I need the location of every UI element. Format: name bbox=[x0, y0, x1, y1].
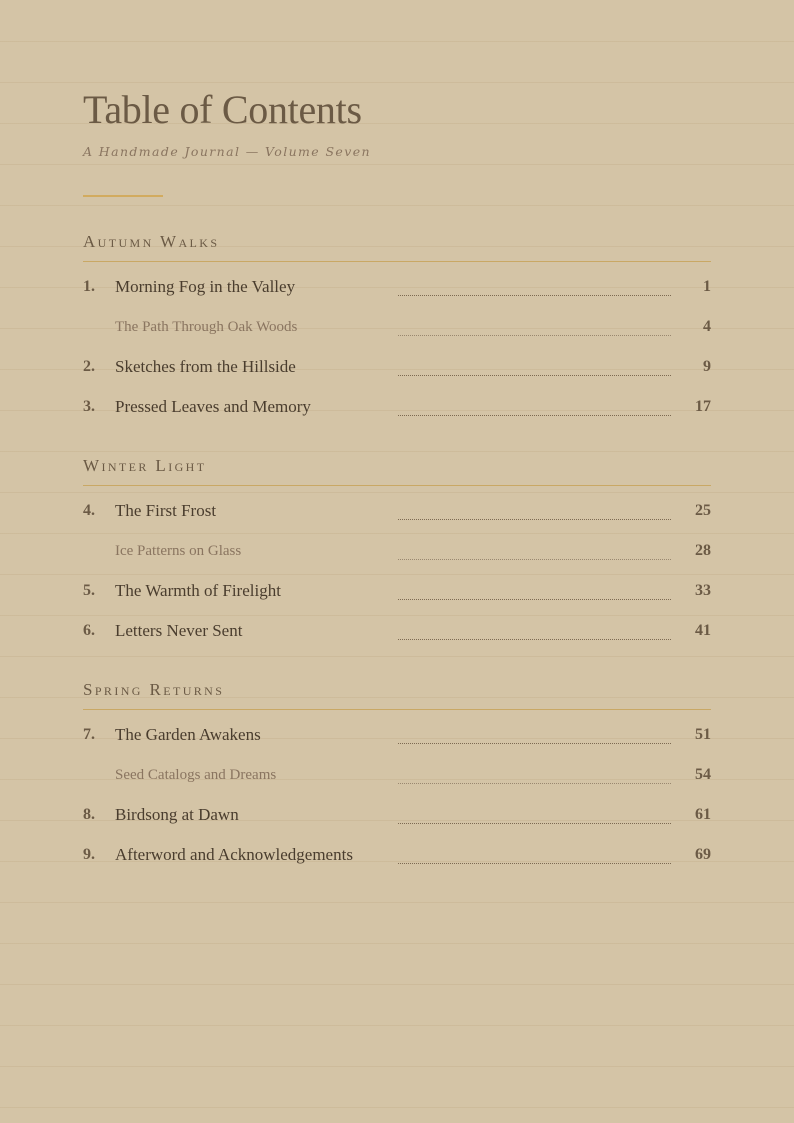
dot-leader bbox=[398, 743, 671, 744]
entry-page-number: 61 bbox=[695, 806, 711, 823]
entry-title[interactable]: Birdsong at Dawn bbox=[115, 805, 239, 824]
accent-divider bbox=[83, 195, 163, 197]
page-title: Table of Contents bbox=[83, 87, 362, 132]
section-heading: Spring Returns bbox=[83, 677, 711, 710]
entry-title[interactable]: The First Frost bbox=[115, 501, 217, 520]
entry-page-number: 51 bbox=[695, 726, 711, 743]
entry-number: 2. bbox=[83, 358, 95, 375]
entry-number: 5. bbox=[83, 582, 95, 599]
subentry-title[interactable]: The Path Through Oak Woods bbox=[115, 319, 298, 335]
subentry-title[interactable]: Seed Catalogs and Dreams bbox=[115, 767, 277, 783]
entry-title[interactable]: The Warmth of Firelight bbox=[115, 581, 281, 600]
entry-page-number: 17 bbox=[695, 398, 711, 415]
entry-number: 3. bbox=[83, 398, 95, 415]
toc-entry[interactable] bbox=[83, 578, 711, 618]
toc-entry[interactable] bbox=[83, 354, 711, 394]
toc-entry[interactable] bbox=[83, 842, 711, 882]
dot-leader bbox=[398, 863, 671, 864]
entry-page-number: 9 bbox=[703, 358, 711, 375]
page-subtitle: A Handmade Journal — Volume Seven bbox=[83, 144, 371, 159]
entry-title[interactable]: Letters Never Sent bbox=[115, 621, 243, 640]
entry-page-number: 28 bbox=[695, 542, 711, 559]
toc-subentry[interactable] bbox=[83, 314, 711, 354]
dot-leader bbox=[398, 415, 671, 416]
toc-entry[interactable] bbox=[83, 274, 711, 314]
toc-subentry[interactable] bbox=[83, 762, 711, 802]
section-spring-returns bbox=[83, 677, 711, 882]
toc-subentry[interactable] bbox=[83, 538, 711, 578]
section-autumn-walks bbox=[83, 229, 711, 434]
section-winter-light bbox=[83, 453, 711, 658]
toc-entry[interactable] bbox=[83, 618, 711, 658]
dot-leader bbox=[398, 375, 671, 376]
toc-entry[interactable] bbox=[83, 498, 711, 538]
toc-entry[interactable] bbox=[83, 394, 711, 434]
toc-entry[interactable] bbox=[83, 722, 711, 762]
entry-page-number: 25 bbox=[695, 502, 711, 519]
entry-page-number: 33 bbox=[695, 582, 711, 599]
section-heading: Winter Light bbox=[83, 453, 711, 486]
dot-leader bbox=[398, 783, 671, 784]
entry-title[interactable]: Sketches from the Hillside bbox=[115, 357, 296, 376]
dot-leader bbox=[398, 295, 671, 296]
dot-leader bbox=[398, 519, 671, 520]
entry-title[interactable]: Afterword and Acknowledgements bbox=[115, 845, 353, 864]
entry-number: 6. bbox=[83, 622, 95, 639]
entry-page-number: 4 bbox=[703, 318, 711, 335]
dot-leader bbox=[398, 639, 671, 640]
entry-number: 7. bbox=[83, 726, 95, 743]
entry-title[interactable]: Morning Fog in the Valley bbox=[115, 277, 296, 296]
entry-number: 4. bbox=[83, 502, 95, 519]
entry-number: 8. bbox=[83, 806, 95, 823]
entry-title[interactable]: The Garden Awakens bbox=[115, 725, 261, 744]
entry-page-number: 1 bbox=[703, 278, 711, 295]
entry-number: 9. bbox=[83, 846, 95, 863]
entry-title[interactable]: Pressed Leaves and Memory bbox=[115, 397, 311, 416]
dot-leader bbox=[398, 599, 671, 600]
entry-page-number: 41 bbox=[695, 622, 711, 639]
entry-number: 1. bbox=[83, 278, 95, 295]
subentry-title[interactable]: Ice Patterns on Glass bbox=[115, 543, 242, 559]
entry-page-number: 69 bbox=[695, 846, 711, 863]
dot-leader bbox=[398, 335, 671, 336]
dot-leader bbox=[398, 559, 671, 560]
section-heading: Autumn Walks bbox=[83, 229, 711, 262]
dot-leader bbox=[398, 823, 671, 824]
entry-page-number: 54 bbox=[695, 766, 711, 783]
toc-entry[interactable] bbox=[83, 802, 711, 842]
